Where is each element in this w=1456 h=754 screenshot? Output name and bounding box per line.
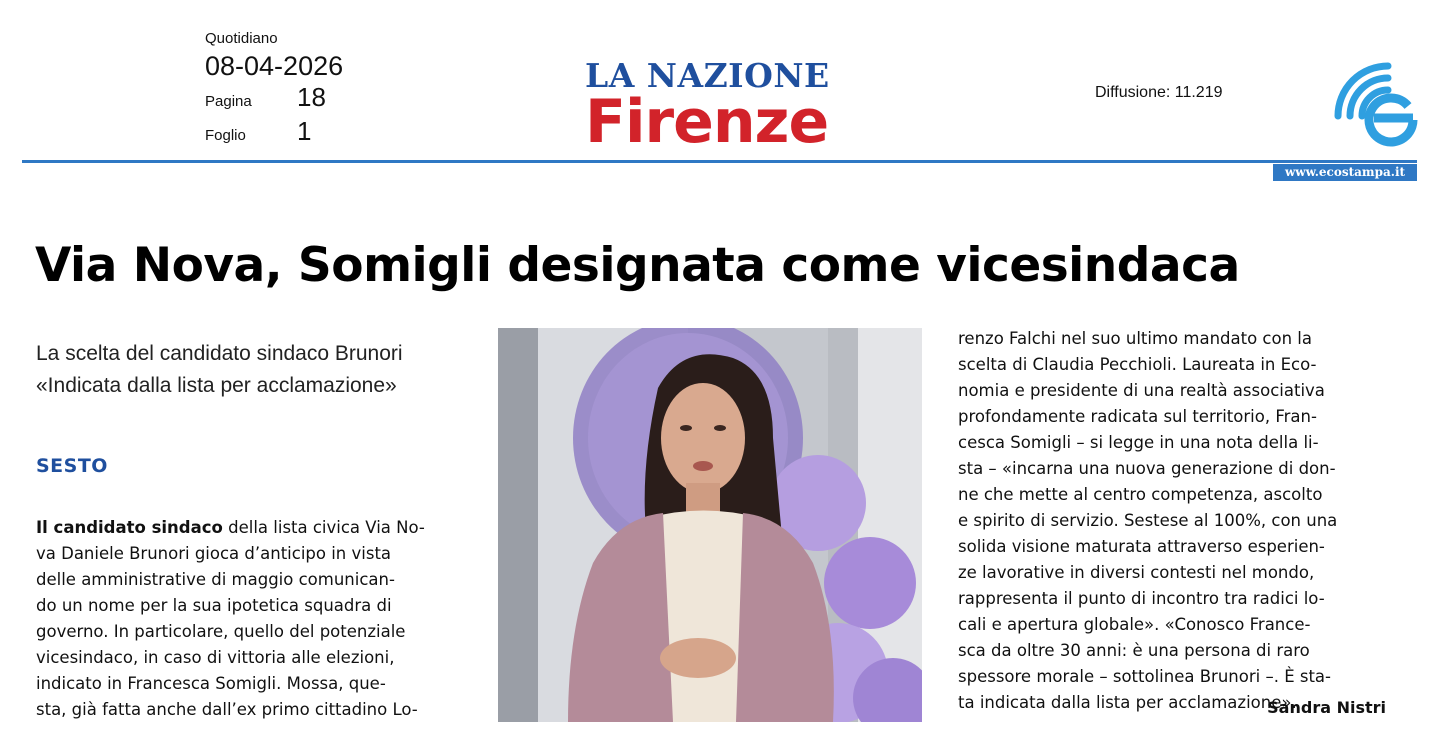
article-subheadline — [36, 338, 476, 402]
article-column-left — [36, 515, 466, 723]
header-divider — [22, 160, 1417, 163]
column-line: e spirito di servizio. Sestese al 100%, con una — [958, 511, 1338, 530]
column-line: cesca Somigli – si legge in una nota della li- — [958, 433, 1319, 452]
column-line: nomia e presidente di una realtà associativa — [958, 381, 1325, 400]
sheet-row — [205, 116, 343, 150]
column-line: ne che mette al centro competenza, ascolto — [958, 485, 1323, 504]
lead-in-rest: della lista civica Via No- — [222, 518, 425, 537]
article-column-right — [958, 326, 1388, 716]
publication-date: 08-04-2026 — [205, 51, 344, 81]
page-row — [205, 82, 343, 116]
circulation-figure: Diffusione: 11.219 — [1095, 84, 1223, 101]
column-line: sta, già fatta anche dall’ex primo cittadino Lo- — [36, 700, 418, 719]
author-byline: Sandra Nistri — [1267, 698, 1386, 717]
masthead-title: LA NAZIONE — [585, 56, 830, 95]
page-label: Pagina — [205, 93, 252, 110]
masthead — [585, 56, 855, 157]
column-line: ze lavorative in diversi contesti nel mondo, — [958, 563, 1315, 582]
column-line: ta indicata dalla lista per acclamazione». — [958, 693, 1297, 712]
column-line: indicato in Francesca Somigli. Mossa, que- — [36, 674, 386, 693]
column-line: spessore morale – sottolinea Brunori –. È sta- — [958, 667, 1331, 686]
column-line: sca da oltre 30 anni: è una persona di raro — [958, 641, 1310, 660]
masthead-edition: Firenze — [585, 87, 829, 157]
publication-type: Quotidiano — [205, 30, 278, 47]
location-kicker: SESTO — [36, 455, 108, 477]
column-line: vicesindaco, in caso di vittoria alle elezioni, — [36, 648, 395, 667]
column-line: solida visione maturata attraverso esperien- — [958, 537, 1325, 556]
sheet-number: 1 — [297, 116, 312, 146]
sheet-label: Foglio — [205, 127, 246, 144]
subhead-line: La scelta del candidato sindaco Brunori — [36, 342, 403, 365]
column-line: rappresenta il punto di incontro tra radici lo- — [958, 589, 1325, 608]
publication-meta — [205, 30, 343, 150]
subhead-line: «Indicata dalla lista per acclamazione» — [36, 374, 397, 397]
column-line: delle amministrative di maggio comunican- — [36, 570, 395, 589]
column-line: va Daniele Brunori gioca d’anticipo in vista — [36, 544, 392, 563]
ecostampa-link[interactable]: www.ecostampa.it — [1273, 164, 1417, 181]
lead-in: Il candidato sindaco — [36, 518, 223, 537]
column-line: scelta di Claudia Pecchioli. Laureata in Eco- — [958, 355, 1317, 374]
page-number: 18 — [297, 82, 326, 112]
column-line: renzo Falchi nel suo ultimo mandato con la — [958, 329, 1313, 348]
article-headline: Via Nova, Somigli designata come vicesindaca — [35, 238, 1240, 293]
column-line — [36, 515, 466, 541]
column-line: profondamente radicata sul territorio, Fran- — [958, 407, 1317, 426]
column-line: sta – «incarna una nuova generazione di don- — [958, 459, 1336, 478]
column-line: cali e apertura globale». «Conosco France- — [958, 615, 1311, 634]
article-photo — [498, 328, 922, 722]
ecostampa-logo-icon — [1330, 58, 1420, 148]
column-line: do un nome per la sua ipotetica squadra di — [36, 596, 392, 615]
column-line: governo. In particolare, quello del potenziale — [36, 622, 406, 641]
